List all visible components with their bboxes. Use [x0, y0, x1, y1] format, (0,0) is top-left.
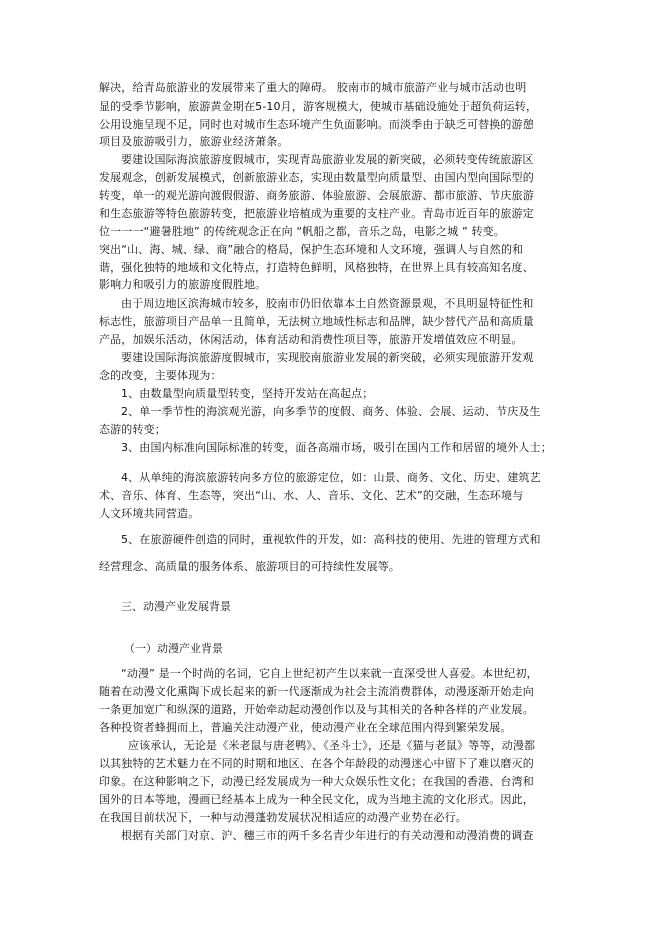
list-item: 术、音乐、体育、生态等，突出“山、水、人、音乐、文化、艺术”的交融，生态环境与: [99, 489, 524, 502]
text-line: 发展观念，创新发展模式，创新旅游业态，实现由数量型向质量型、由国内型向国际型的: [99, 171, 534, 184]
list-item: 2、单一季节性的海滨观光游，向多季节的度假、商务、体验、会展、运动、节庆及生: [121, 405, 541, 418]
list-item: 4、从单纯的海滨旅游转向多方位的旅游定位，如：山景、商务、文化、历史、建筑艺: [121, 471, 541, 484]
text-line: 解决，给青岛旅游业的发展带来了重大的障碍。 胶南市的城市旅游产业与城市活动也明: [99, 81, 527, 94]
text-line: 显的受季节影响，旅游黄金期在5-10月，游客规模大，使城市基础设施处于超负荷运转，: [99, 100, 538, 113]
list-item: 1、由数量型向质量型转变，坚持开发站在高起点；: [121, 387, 374, 400]
subsection-heading: （一）动漫产业背景: [124, 642, 223, 655]
text-line: 各种投资者蜂拥而上，普遍关注动漫产业，使动漫产业在全球范围内得到繁荣发展。: [99, 721, 512, 734]
text-line: 应该承认，无论是《米老鼠与唐老鸭》、《圣斗士》，还是《猫与老鼠》等等，动漫都: [128, 739, 536, 752]
section-heading: 三、动漫产业发展背景: [121, 600, 231, 613]
list-item: 人文环境共同营造。: [99, 507, 200, 520]
text-line: 位一一一“避暑胜地” 的传统观念正在向 “帆船之都，音乐之岛，电影之城 ” 转变。: [99, 225, 505, 238]
text-line: 突出“山、海、城、绿、商”融合的格局，保护生态环境和人文环境，强调人与自然的和: [99, 243, 524, 256]
text-line: 和生态旅游等特色旅游转变，把旅游业培植成为重要的支柱产业。青岛市近百年的旅游定: [99, 207, 534, 220]
text-line: 根据有关部门对京、沪、穗三市的两千多名青少年进行的有关动漫和动漫消费的调查: [121, 829, 534, 842]
text-line: 在我国目前状况下，一种与动漫蓬勃发展状况相适应的动漫产业势在必行。: [99, 811, 467, 824]
text-line: 国外的日本等地，漫画已经基本上成为一种全民文化，成为当地主流的文化形式。因此，: [99, 793, 534, 806]
text-line: 印象。在这种影响之下，动漫已经发展成为一种大众娱乐性文化；在我国的香港、台湾和: [99, 775, 534, 788]
text-line: 转变，单一的观光游向渡假假游、商务旅游、体验旅游、会展旅游、都市旅游、节庆旅游: [99, 189, 534, 202]
text-line: 随着在动漫文化熏陶下成长起来的新一代逐渐成为社会主流消费群体，动漫逐渐开始走向: [99, 685, 534, 698]
text-line: 要建设国际海滨旅游度假城市，实现青岛旅游业发展的新突破，必须转变传统旅游区: [121, 153, 534, 166]
text-line: 由于周边地区滨海城市较多，胶南市仍旧依靠本土自然资源景观，不具明显特征性和: [121, 297, 534, 310]
list-item: 5、在旅游硬件创造的同时，重视软件的开发，如：高科技的使用、先进的管理方式和: [121, 533, 541, 546]
text-line: “动漫” 是一个时尚的名词，它自上世纪初产生以来就一直深受世人喜爱。本世纪初，: [121, 667, 538, 680]
text-line: 要建设国际海滨旅游度假城市，实现胶南旅游业发展的新突破，必须实现旅游开发观: [121, 351, 534, 364]
list-item: 态游的转变；: [99, 423, 166, 436]
list-item: 3、由国内标准向国际标准的转变，面各高端市场，吸引在国内工作和居留的境外人士；: [121, 441, 552, 454]
text-line: 念的改变，主要体现为：: [99, 369, 222, 382]
text-line: 项目及旅游吸引力，旅游业经济萧条。: [99, 135, 289, 148]
text-line: 以其独特的艺术魅力在不同的时期和地区、在各个年龄段的动漫迷心中留下了难以磨灭的: [99, 757, 534, 770]
text-line: 一条更加宽广和纵深的道路，开始牵动起动漫创作以及与其相关的各种各样的产业发展。: [99, 703, 534, 716]
text-line: 标志性，旅游项目产品单一且简单，无法树立地域性标志和品牌，缺少替代产品和高质量: [99, 315, 534, 328]
text-line: 产品，加娱乐活动，休闲活动，体育活动和消费性项目等，旅游开发增值效应不明显。: [99, 333, 523, 346]
text-line: 公用设施呈现不足，同时也对城市生态环境产生负面影响。而淡季由于缺乏可替换的游憩: [99, 118, 534, 131]
list-item: 经营理念、高质量的服务体系、旅游项目的可持续性发展等。: [99, 560, 401, 573]
text-line: 谐，强化独特的地域和文化特点，打造特色鲜明，风格独特，在世界上具有较高知名度、: [99, 261, 534, 274]
text-line: 影响力和吸引力的旅游度假胜地。: [99, 278, 267, 291]
